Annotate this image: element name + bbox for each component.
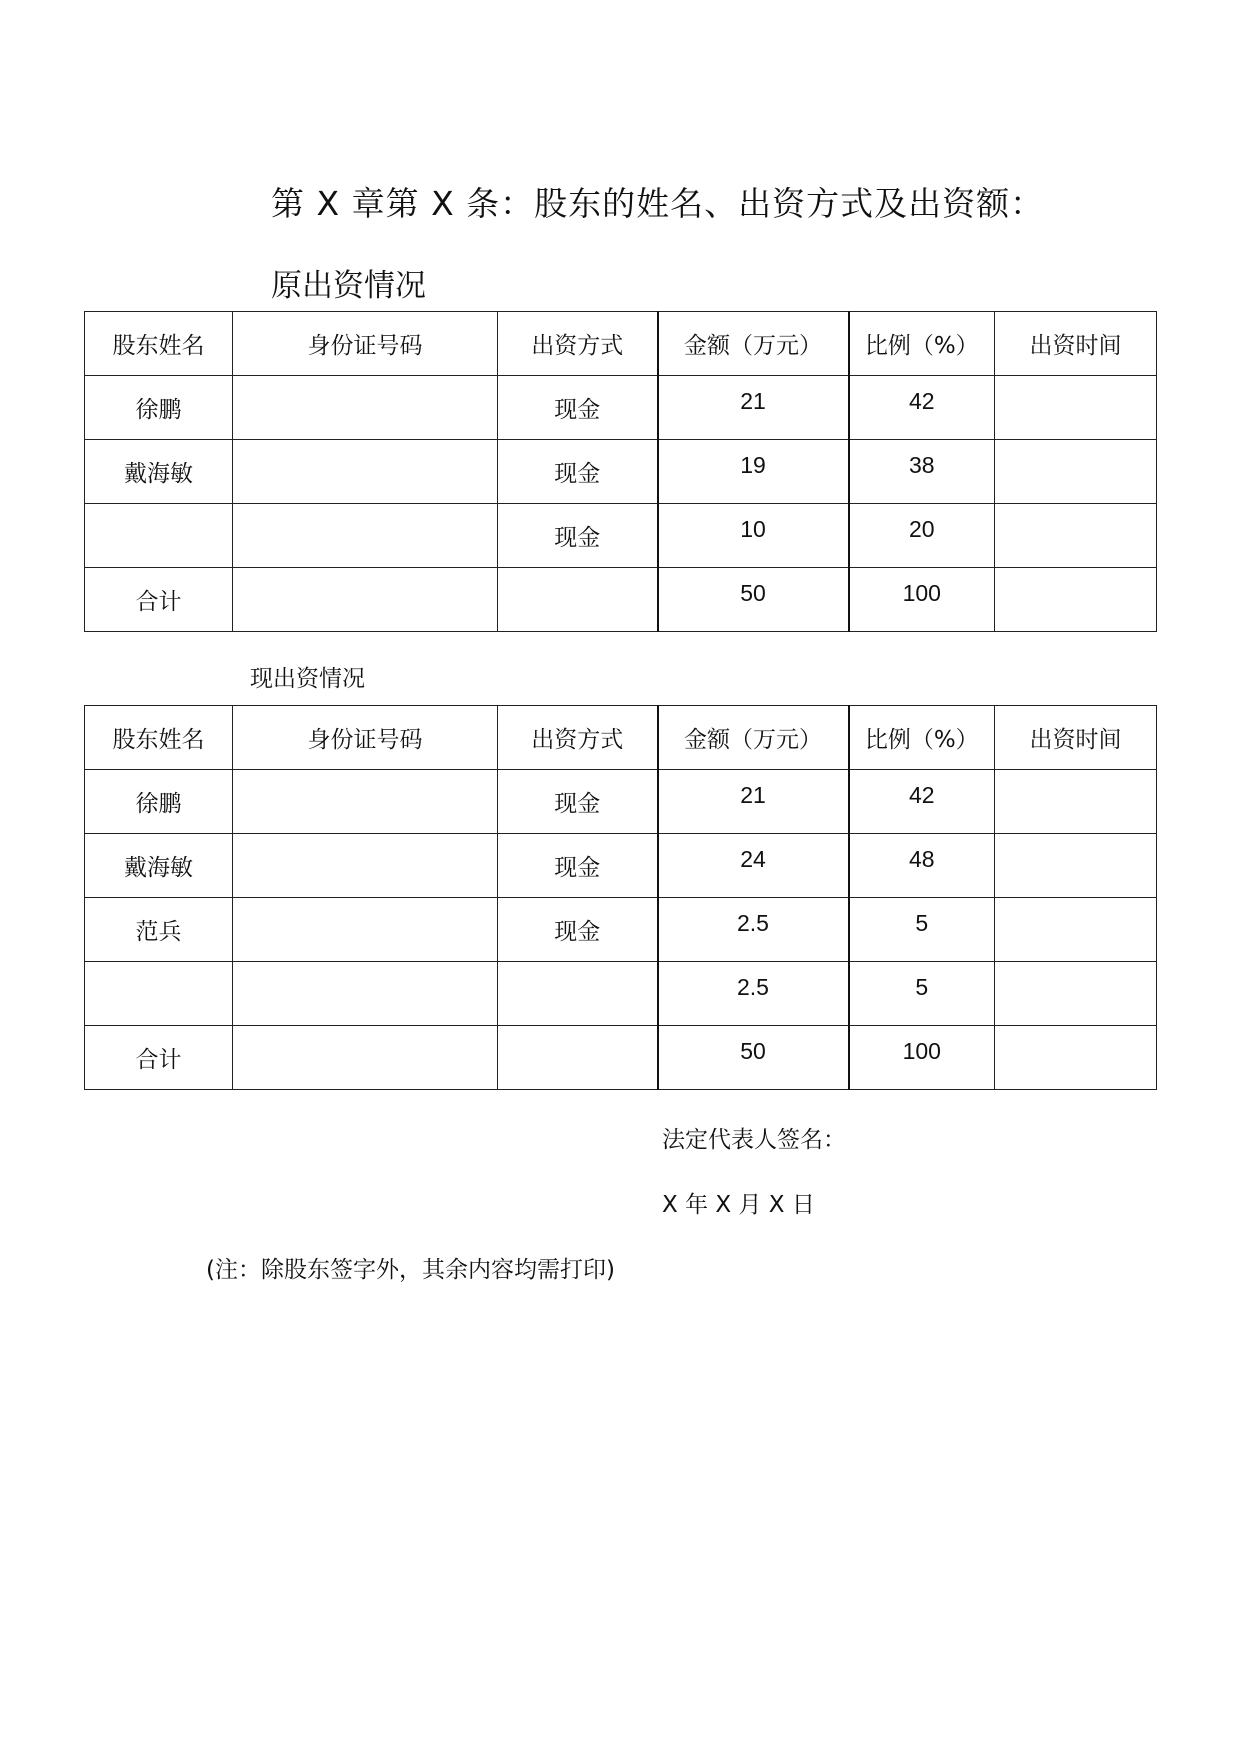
header-method: 出资方式 [498,706,658,770]
cell-id [233,376,498,440]
cell-method: 现金 [498,898,658,962]
cell-name [85,962,233,1026]
table-header-row [85,312,1157,376]
cell-amount: 2.5 [658,898,849,962]
cell-name: 合计 [85,1026,233,1090]
cell-id [233,962,498,1026]
cell-name: 戴海敏 [85,834,233,898]
cell-method [498,568,658,632]
cell-ratio: 100 [849,568,995,632]
cell-method [498,962,658,1026]
cell-time [995,962,1157,1026]
header-id: 身份证号码 [233,312,498,376]
header-method: 出资方式 [498,312,658,376]
signature-label: 法定代表人签名： [662,1127,846,1153]
cell-amount: 21 [658,770,849,834]
cell-name: 合计 [85,568,233,632]
cell-amount: 10 [658,504,849,568]
cell-id [233,568,498,632]
table-row [85,962,1157,1026]
table-total-row [85,568,1157,632]
cell-name: 徐鹏 [85,770,233,834]
cell-time [995,1026,1157,1090]
table-header-row [85,706,1157,770]
header-id: 身份证号码 [233,706,498,770]
cell-method [498,1026,658,1090]
cell-id [233,834,498,898]
cell-ratio: 48 [849,834,995,898]
cell-ratio: 5 [849,898,995,962]
cell-time [995,568,1157,632]
cell-time [995,504,1157,568]
cell-amount: 50 [658,1026,849,1090]
cell-id [233,770,498,834]
current-capital-table [84,705,1157,1090]
footnote: (注：除股东签字外，其余内容均需打印) [206,1257,615,1283]
cell-id [233,898,498,962]
cell-time [995,770,1157,834]
cell-ratio: 5 [849,962,995,1026]
cell-ratio: 42 [849,770,995,834]
cell-id [233,1026,498,1090]
section-original-heading: 原出资情况 [271,268,426,304]
header-name: 股东姓名 [85,706,233,770]
header-amount: 金额（万元） [658,706,849,770]
cell-method: 现金 [498,504,658,568]
cell-time [995,898,1157,962]
table-row [85,504,1157,568]
table-row [85,440,1157,504]
cell-amount: 19 [658,440,849,504]
table-row [85,770,1157,834]
header-time: 出资时间 [995,706,1157,770]
cell-name: 戴海敏 [85,440,233,504]
header-amount: 金额（万元） [658,312,849,376]
table-row [85,898,1157,962]
header-ratio: 比例（%） [849,312,995,376]
date-line: X 年 X 月 X 日 [662,1192,815,1218]
cell-id [233,440,498,504]
original-capital-table [84,311,1157,632]
table-row [85,376,1157,440]
cell-amount: 2.5 [658,962,849,1026]
cell-ratio: 20 [849,504,995,568]
cell-ratio: 38 [849,440,995,504]
cell-time [995,376,1157,440]
cell-method: 现金 [498,834,658,898]
cell-ratio: 42 [849,376,995,440]
cell-name [85,504,233,568]
header-time: 出资时间 [995,312,1157,376]
cell-amount: 21 [658,376,849,440]
cell-name: 范兵 [85,898,233,962]
cell-method: 现金 [498,376,658,440]
cell-amount: 50 [658,568,849,632]
cell-method: 现金 [498,440,658,504]
cell-time [995,440,1157,504]
cell-ratio: 100 [849,1026,995,1090]
section-current-heading: 现出资情况 [250,666,365,692]
table-total-row [85,1026,1157,1090]
cell-amount: 24 [658,834,849,898]
cell-id [233,504,498,568]
table-row [85,834,1157,898]
document-title: 第 X 章第 X 条：股东的姓名、出资方式及出资额： [271,184,1045,223]
cell-name: 徐鹏 [85,376,233,440]
cell-time [995,834,1157,898]
header-ratio: 比例（%） [849,706,995,770]
header-name: 股东姓名 [85,312,233,376]
cell-method: 现金 [498,770,658,834]
